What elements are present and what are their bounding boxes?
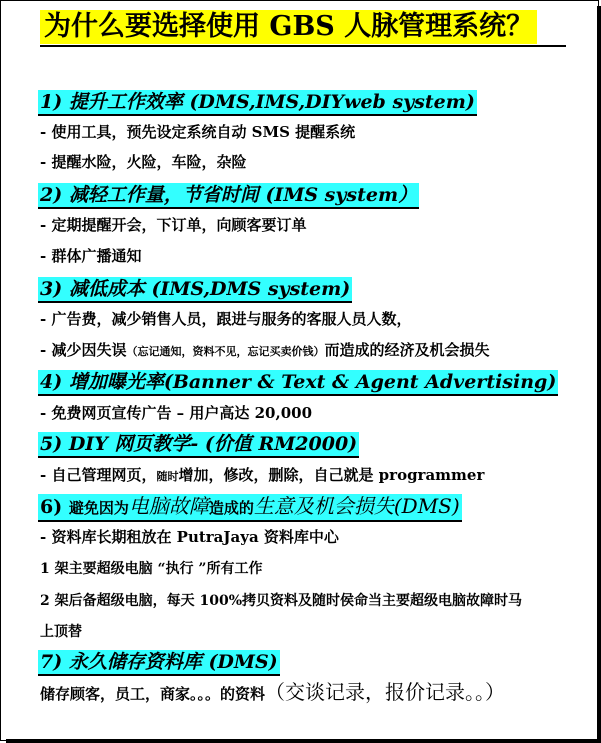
section-1-line-1: - 使用工具，预先设定系统自动 SMS 提醒系统 (40, 123, 356, 141)
section-5-line-1-end: 增加，修改，删除，自己就是 programmer (178, 466, 485, 484)
page-title: 为什么要选择使用 GBS 人脉管理系统？ (40, 10, 537, 44)
section-7-heading: 7) 永久储存资料库 (DMS) (40, 651, 278, 673)
section-6-line-2: 1 架主要超级电脑 “执行 ”所有工作 (40, 561, 263, 577)
section-3-line-2-start: - 减少因失误 (40, 341, 127, 359)
section-4-line-1: - 免费网页宣传广告 – 用户高达 20,000 (40, 404, 313, 422)
section-6-heading (38, 494, 462, 520)
section-2-line-1: - 定期提醒开会，下订单，向顾客要订单 (40, 216, 307, 234)
section-3-line-2-note: （忘记通知，资料不见，忘记买卖价钱） (126, 345, 325, 358)
section-6-heading-num: 6) (40, 496, 69, 518)
page-shadow-right (597, 6, 601, 743)
section-2-line-2: - 群体广播通知 (40, 247, 142, 265)
section-3-line-2 (40, 340, 489, 362)
section-6-line-3: 2 架后备超级电脑，每天 100%拷贝资料及随时侯命当主要超级电脑故障时马 (40, 593, 523, 609)
section-7-line-1-start: 储存顾客，员工，商家。。。的资料 (40, 685, 266, 703)
section-3-line-1: - 广告费，减少销售人员，跟进与服务的客服人员人数， (40, 310, 412, 328)
section-2-heading: 2) 减轻工作量，节省时间 (IMS system） (40, 184, 418, 206)
section-4-heading: 4) 增加曝光率(Banner & Text & Agent Advertising) (40, 371, 557, 393)
section-5-heading: 5) DIY 网页教学- (价值 RM2000) (40, 433, 358, 455)
section-6-heading-part-2: 电脑故障 (128, 494, 209, 518)
section-1-line-2: - 提醒水险，火险，车险，杂险 (40, 153, 247, 171)
section-6-line-1: - 资料库长期租放在 PutraJaya 资料库中心 (40, 528, 339, 546)
section-6-line-4: 上顶替 (40, 624, 82, 640)
section-7-line-1 (40, 682, 505, 704)
section-5-line-1-start: - 自己管理网页， (40, 466, 157, 484)
section-6-heading-part-1: 避免因为 (68, 499, 129, 517)
section-1-heading: 1) 提升工作效率 (DMS,IMS,DIYweb system) (40, 91, 475, 113)
section-5-line-1-small: 随时 (156, 470, 179, 483)
section-6-heading-part-4: 生意及机会损失(DMS) (253, 494, 460, 518)
section-5-line-1 (40, 465, 484, 487)
section-7-line-1-end: （交谈记录，报价记录。。） (265, 680, 506, 704)
section-3-heading: 3) 减低成本 (IMS,DMS system) (40, 278, 351, 300)
page-shadow-bottom (6, 739, 601, 743)
section-6-heading-part-3: 造成的 (208, 499, 254, 517)
section-3-line-2-end: 而造成的经济及机会损失 (324, 341, 490, 359)
title-underline (40, 45, 566, 47)
